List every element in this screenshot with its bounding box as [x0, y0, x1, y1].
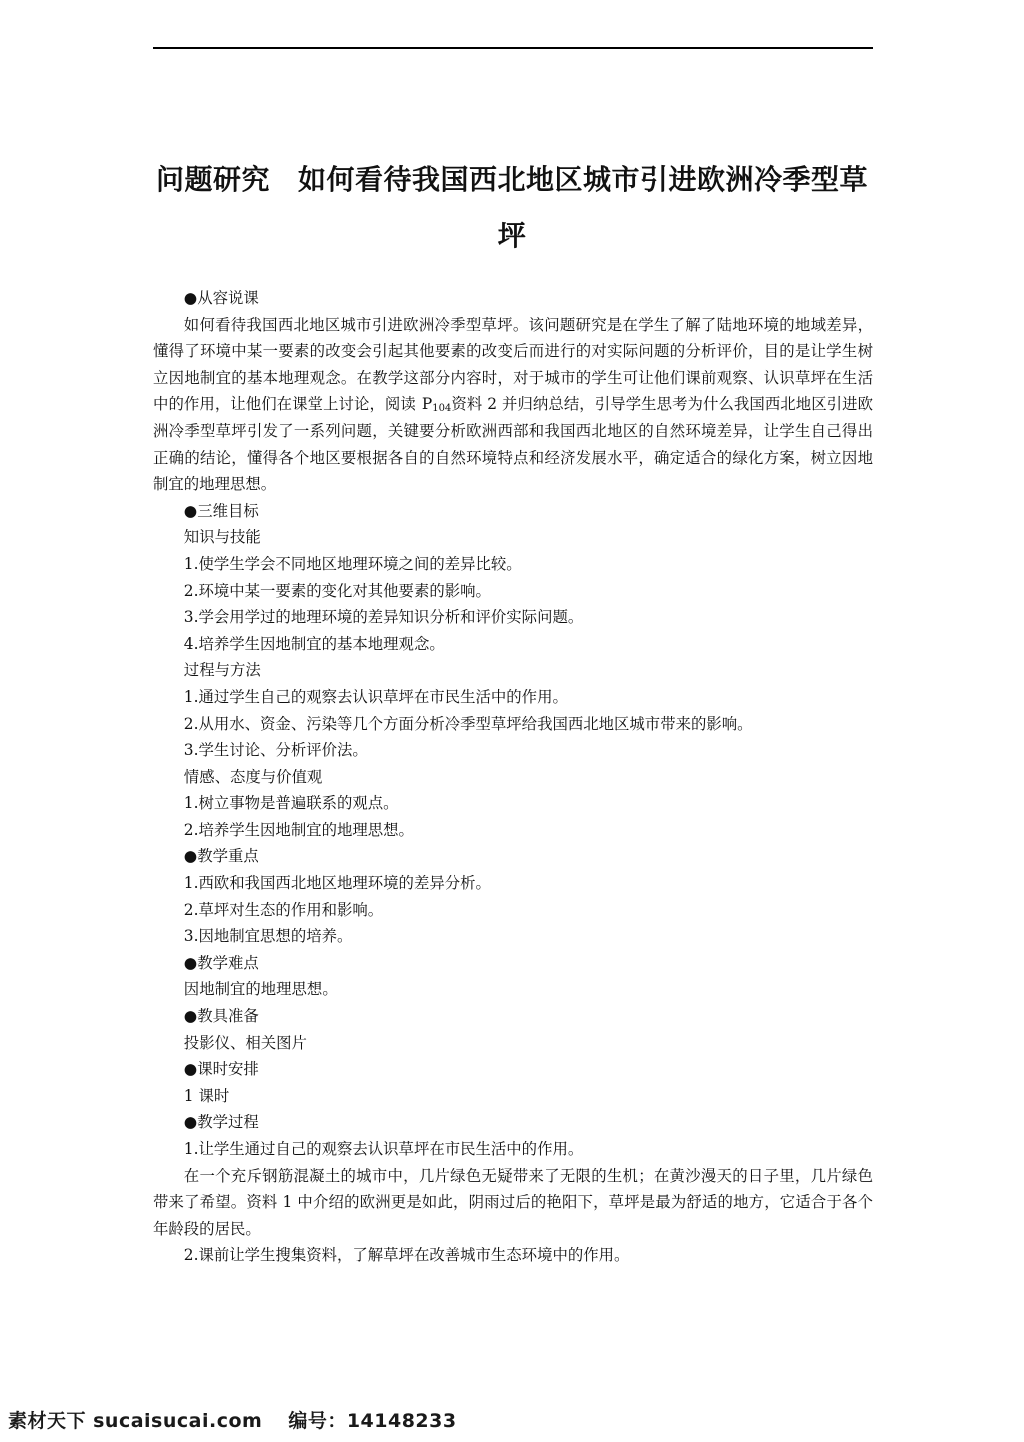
paragraph: 因地制宜的地理思想。 [183, 980, 338, 999]
paragraph: 在一个充斥钢筋混凝土的城市中，几片绿色无疑带来了无限的生机；在黄沙漫天的日子里，几片绿色带来了希望。资料 1 中介绍的欧洲更是如此，阴雨过后的艳阳下，草坪是最为舒适的地方，它适合于各个年龄段的居民。 [153, 1166, 873, 1238]
paragraph: 1 课时 [183, 1086, 230, 1105]
paragraph: 3.因地制宜思想的培养。 [183, 927, 353, 946]
paragraph: 1.使学生学会不同地区地理环境之间的差异比较。 [183, 554, 522, 573]
paragraph: ●教学难点 [183, 953, 259, 972]
paragraph: ●教学过程 [183, 1113, 259, 1132]
paragraph: 2.草坪对生态的作用和影响。 [183, 900, 384, 919]
page-reference: P [421, 395, 433, 414]
paragraph: 1.树立事物是普遍联系的观点。 [183, 794, 399, 813]
paragraph: 4.培养学生因地制宜的基本地理观念。 [183, 634, 445, 653]
paragraph: ●从容说课 [183, 289, 259, 307]
header-rule [153, 47, 873, 49]
paragraph: ●课时安排 [183, 1060, 259, 1079]
page-number-subscript: 104 [432, 403, 452, 415]
document-title [150, 152, 874, 264]
watermark-site: 素材天下 sucaisucai.com [8, 1410, 263, 1432]
paragraph: 知识与技能 [183, 528, 261, 547]
paragraph: 1.西欧和我国西北地区地理环境的差异分析。 [183, 874, 491, 893]
paragraph: ●三维目标 [183, 501, 259, 520]
title-label: 问题研究 [155, 163, 270, 196]
paragraph: ●教学重点 [183, 847, 259, 866]
document-body [153, 285, 873, 1269]
watermark-id-value: 14148233 [346, 1410, 457, 1432]
paragraph: ●教具准备 [183, 1007, 259, 1026]
paragraph: 情感、态度与价值观 [183, 767, 323, 786]
paragraph: 2.培养学生因地制宜的地理思想。 [183, 820, 414, 839]
watermark [8, 1406, 457, 1433]
paragraph: 3.学生讨论、分析评价法。 [183, 741, 368, 760]
paragraph: 过程与方法 [183, 661, 261, 680]
paragraph: 如何看待我国西北地区城市引进欧洲冷季型草坪。该问题研究是在学生了解了陆地环境的地域差异，懂得了环境中某一要素的改变会引起其他要素的改变后而进行的对实际问题的分析评价，目的是让学生树立因地制宜的基本地理观念。在教学这部分内容时，对于城市的学生可让他们课前观察、认识草坪在生活中的作用，让他们在课堂上讨论，阅读 $P_{104}$资料 2 并归纳总结，引导学生思考为什么我国西北地区引进欧洲冷季型草坪引发了一系列问题，关键要分析欧洲西部和我国西北地区的自然环境差异，让学生自己得出正确的结论，懂得各个地区要根据各自的自然环境特点和经济发展水平，确定适合的绿化方案，树立因地制宜的地理思想。 [153, 315, 873, 494]
paragraph: 2.从用水、资金、污染等几个方面分析冷季型草坪给我国西北地区城市带来的影响。 [183, 714, 753, 733]
paragraph: 1.让学生通过自己的观察去认识草坪在市民生活中的作用。 [183, 1140, 584, 1158]
paragraph: 3.学会用学过的地理环境的差异知识分析和评价实际问题。 [183, 608, 584, 627]
paragraph: 1.通过学生自己的观察去认识草坪在市民生活中的作用。 [183, 687, 568, 706]
watermark-id-label: 编号： [288, 1410, 347, 1432]
paragraph: 投影仪、相关图片 [183, 1033, 307, 1052]
paragraph: 2.环境中某一要素的变化对其他要素的影响。 [183, 581, 491, 600]
title-main: 如何看待我国西北地区城市引进欧洲冷季型草坪 [298, 163, 869, 252]
paragraph: 2.课前让学生搜集资料，了解草坪在改善城市生态环境中的作用。 [183, 1246, 630, 1265]
